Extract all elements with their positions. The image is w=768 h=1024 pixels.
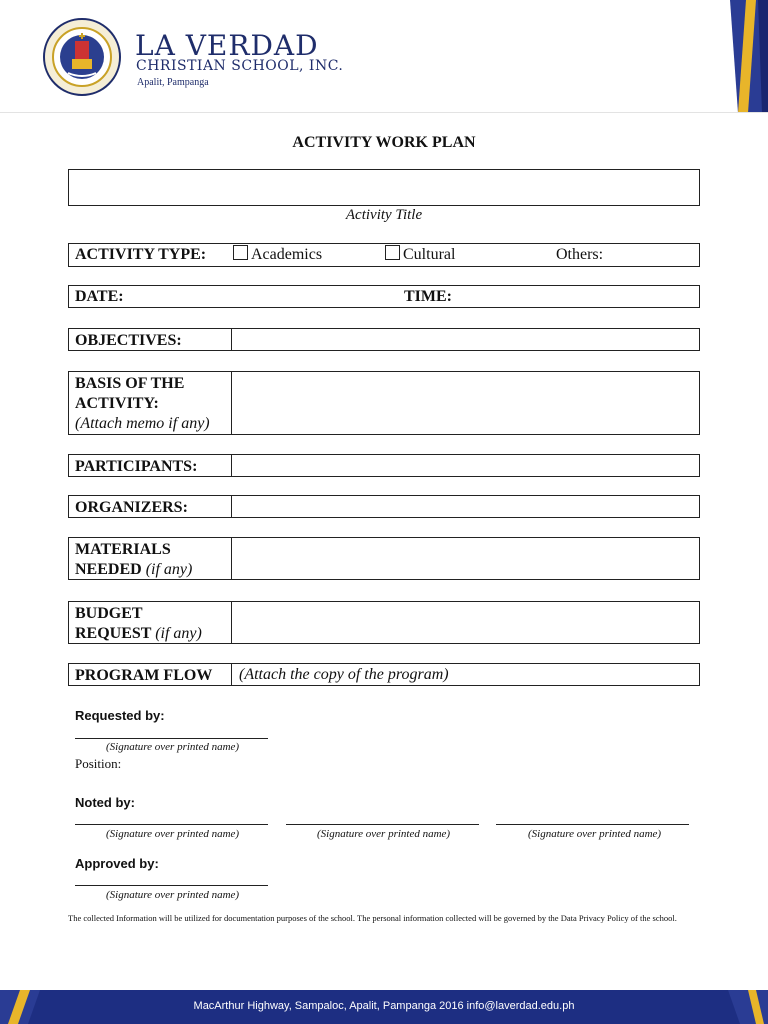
materials-label-line1: MATERIALS [75,541,171,558]
approved-by-signature-line[interactable] [75,885,268,886]
position-label: Position: [75,756,122,771]
approved-by-label: Approved by: [75,856,159,871]
objectives-row[interactable] [68,328,700,351]
requested-by-caption: (Signature over printed name) [106,741,240,753]
school-seal-logo [42,17,122,97]
noted-by-caption-1: (Signature over printed name) [106,828,240,840]
noted-by-signature-line-1[interactable] [75,824,268,825]
program-flow-note: (Attach the copy of the program) [239,666,449,683]
basis-label-line1: BASIS OF THE [75,375,185,392]
activity-title-caption: Activity Title [345,207,423,223]
program-flow-label: PROGRAM FLOW [69,664,232,685]
school-location: Apalit, Pampanga [137,77,209,88]
activity-title-field[interactable] [68,169,700,206]
budget-label-line1: BUDGET [75,605,143,622]
privacy-note: The collected Information will be utilized for documentation purposes of the school. The personal information collected will be governed by the Data Privacy Policy of the school. [68,913,677,923]
page-header [0,0,768,113]
corner-decoration [708,0,768,113]
noted-by-signature-line-2[interactable] [286,824,479,825]
requested-by-signature-line[interactable] [75,738,268,739]
basis-note: (Attach memo if any) [75,415,210,432]
materials-label-line2: NEEDED [75,561,142,578]
basis-label-line2: ACTIVITY: [75,395,159,412]
page-footer [0,990,768,1024]
basis-label [69,372,232,434]
basis-row[interactable] [68,371,700,435]
budget-note: (if any) [155,625,202,642]
footer-address: MacArthur Highway, Sampaloc, Apalit, Pampanga 2016 info@laverdad.edu.ph [193,1000,575,1012]
cultural-option[interactable] [385,245,455,265]
requested-by-label: Requested by: [75,708,165,723]
time-label: TIME: [404,288,452,305]
header-divider [0,112,768,113]
noted-by-signature-line-3[interactable] [496,824,689,825]
objectives-label: OBJECTIVES: [69,329,232,350]
document-title: ACTIVITY WORK PLAN [292,134,476,151]
budget-label-line2: REQUEST [75,625,152,642]
participants-label: PARTICIPANTS: [69,455,232,476]
date-time-row[interactable] [68,285,700,308]
activity-type-row [68,243,700,267]
date-label: DATE: [75,288,124,305]
approved-by-caption: (Signature over printed name) [106,889,240,901]
program-flow-row[interactable] [68,663,700,686]
school-subtitle: CHRISTIAN SCHOOL, INC. [136,58,344,74]
noted-by-caption-2: (Signature over printed name) [317,828,451,840]
academics-option[interactable] [233,245,322,265]
academics-label: Academics [251,246,323,263]
noted-by-caption-3: (Signature over printed name) [528,828,662,840]
budget-row[interactable] [68,601,700,644]
school-name: LA VERDAD [135,29,319,62]
others-label: Others: [556,246,604,263]
organizers-row[interactable] [68,495,700,518]
activity-type-label: ACTIVITY TYPE: [75,246,207,263]
materials-label [69,538,232,579]
cultural-checkbox[interactable] [385,245,400,260]
organizers-label: ORGANIZERS: [69,496,232,517]
participants-row[interactable] [68,454,700,477]
materials-note: (if any) [145,561,193,578]
materials-row[interactable] [68,537,700,580]
noted-by-label: Noted by: [75,795,135,810]
budget-label [69,602,232,643]
cultural-label: Cultural [403,246,456,263]
academics-checkbox[interactable] [233,245,248,260]
